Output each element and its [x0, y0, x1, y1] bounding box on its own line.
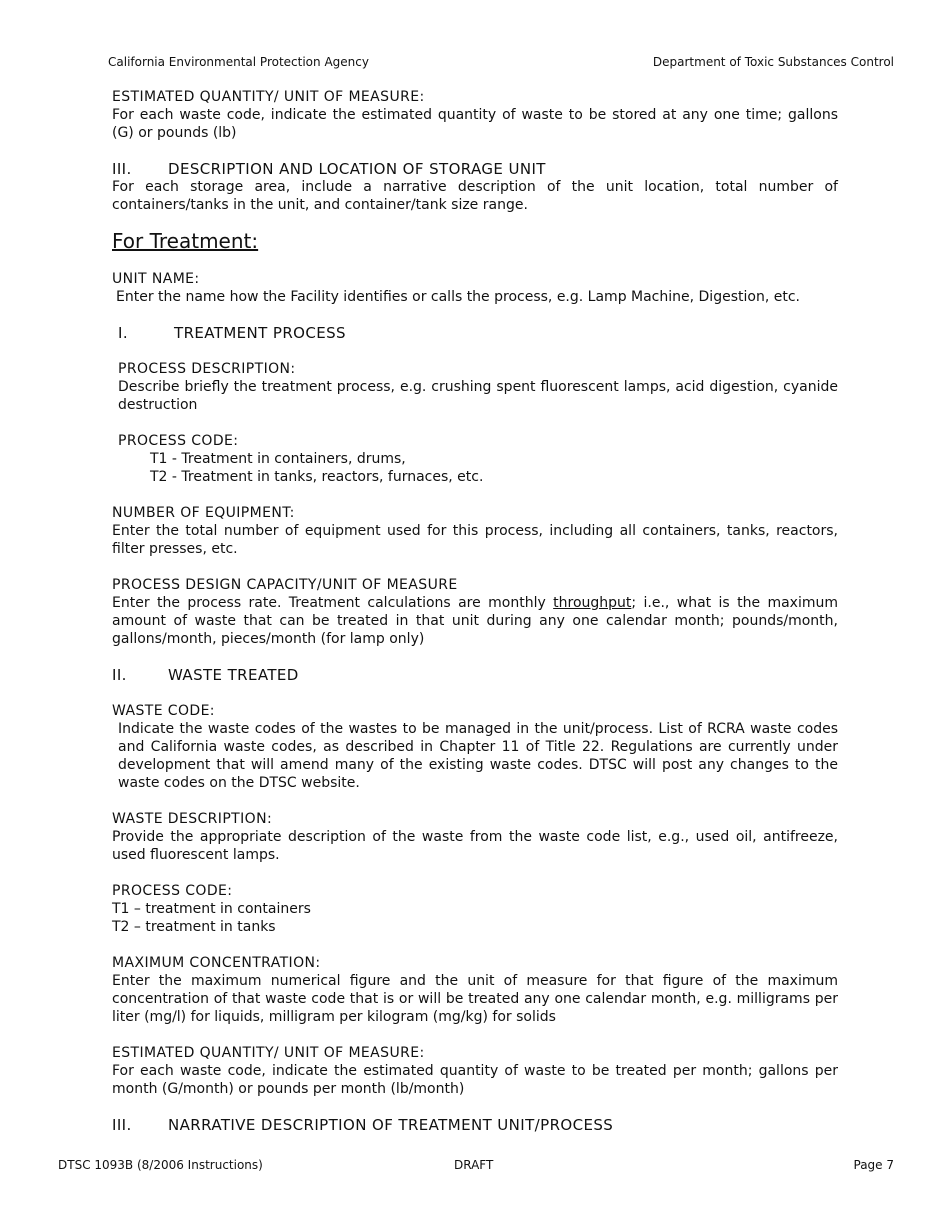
- document-body: [112, 88, 838, 1134]
- section-title: DESCRIPTION AND LOCATION OF STORAGE UNIT: [168, 160, 546, 178]
- design-capacity-heading: PROCESS DESIGN CAPACITY/UNIT OF MEASURE: [112, 577, 458, 593]
- design-capacity-text-b: ; i.e., what is the maximum amount of waste that can be treated in that unit during any one calendar month; pounds/month, gallons/month, pieces/month (for lamp only): [112, 595, 838, 647]
- process-code-2-heading: PROCESS CODE:: [112, 883, 233, 899]
- section-number: III.: [112, 1116, 132, 1134]
- footer-form-id: DTSC 1093B (8/2006 Instructions): [58, 1158, 263, 1172]
- waste-code-text: Indicate the waste codes of the wastes to be managed in the unit/process. List of RCRA waste codes and California waste codes, as described in Chapter 11 of Title 22. Regulations are currently under development that will amend many of the existing waste codes. DTSC will post any changes to the waste codes on the DTSC website.: [118, 721, 838, 791]
- section-title: TREATMENT PROCESS: [174, 324, 346, 342]
- treatment-section-title: For Treatment:: [112, 229, 259, 253]
- storage-section-3-heading: [112, 160, 838, 178]
- treatment-section-1-heading: [118, 324, 838, 342]
- storage-est-qty-text: For each waste code, indicate the estimated quantity of waste to be stored at any one time; gallons (G) or pounds (lb): [112, 107, 838, 141]
- throughput-term: throughput: [553, 595, 632, 611]
- design-capacity-text: [112, 594, 838, 648]
- process-code-2-item: T1 – treatment in containers: [112, 901, 311, 917]
- waste-description-text: Provide the appropriate description of the waste from the waste code list, e.g., used oil, antifreeze, used fluorescent lamps.: [112, 829, 838, 863]
- maximum-concentration-heading: MAXIMUM CONCENTRATION:: [112, 955, 321, 971]
- section-number: I.: [118, 324, 128, 342]
- storage-section-3-text: For each storage area, include a narrative description of the unit location, total number of containers/tanks in the unit, and container/tank size range.: [112, 179, 838, 213]
- maximum-concentration-text: Enter the maximum numerical figure and the unit of measure for that figure of the maximum concentration of that waste code that is or will be treated any one calendar month, e.g. milligrams per liter (mg/l) for liquids, milligram per kilogram (mg/kg) for solids: [112, 973, 838, 1025]
- treatment-section-3-heading: [112, 1116, 838, 1134]
- unit-name-heading: UNIT NAME:: [112, 271, 200, 287]
- waste-code-heading: WASTE CODE:: [112, 703, 215, 719]
- process-description-text: Describe briefly the treatment process, e.g. crushing spent fluorescent lamps, acid digestion, cyanide destruction: [118, 379, 838, 413]
- unit-name-text: Enter the name how the Facility identifies or calls the process, e.g. Lamp Machine, Digestion, etc.: [116, 289, 800, 305]
- section-title: NARRATIVE DESCRIPTION OF TREATMENT UNIT/PROCESS: [168, 1116, 614, 1134]
- treatment-section-2-heading: [112, 666, 838, 684]
- waste-description-heading: WASTE DESCRIPTION:: [112, 811, 273, 827]
- treatment-est-qty-text: For each waste code, indicate the estimated quantity of waste to be treated per month; gallons per month (G/month) or pounds per month (lb/month): [112, 1063, 838, 1097]
- process-code-heading: PROCESS CODE:: [118, 433, 239, 449]
- footer-draft-label: DRAFT: [454, 1158, 494, 1172]
- storage-est-qty-heading: ESTIMATED QUANTITY/ UNIT OF MEASURE:: [112, 89, 425, 105]
- design-capacity-text-a: Enter the process rate. Treatment calculations are monthly: [112, 595, 554, 611]
- section-number: II.: [112, 666, 127, 684]
- header-department: Department of Toxic Substances Control: [652, 55, 894, 69]
- process-code-item: T1 - Treatment in containers, drums,: [150, 451, 406, 467]
- section-number: III.: [112, 160, 132, 178]
- process-description-heading: PROCESS DESCRIPTION:: [118, 361, 296, 377]
- treatment-est-qty-heading: ESTIMATED QUANTITY/ UNIT OF MEASURE:: [112, 1045, 425, 1061]
- section-title: WASTE TREATED: [168, 666, 299, 684]
- process-code-item: T2 - Treatment in tanks, reactors, furnaces, etc.: [150, 469, 484, 485]
- number-of-equipment-text: Enter the total number of equipment used for this process, including all containers, tanks, reactors, filter presses, etc.: [112, 523, 838, 557]
- header-agency: California Environmental Protection Agency: [108, 55, 369, 69]
- number-of-equipment-heading: NUMBER OF EQUIPMENT:: [112, 505, 295, 521]
- process-code-2-item: T2 – treatment in tanks: [112, 919, 276, 935]
- footer-page-number: Page 7: [853, 1158, 894, 1172]
